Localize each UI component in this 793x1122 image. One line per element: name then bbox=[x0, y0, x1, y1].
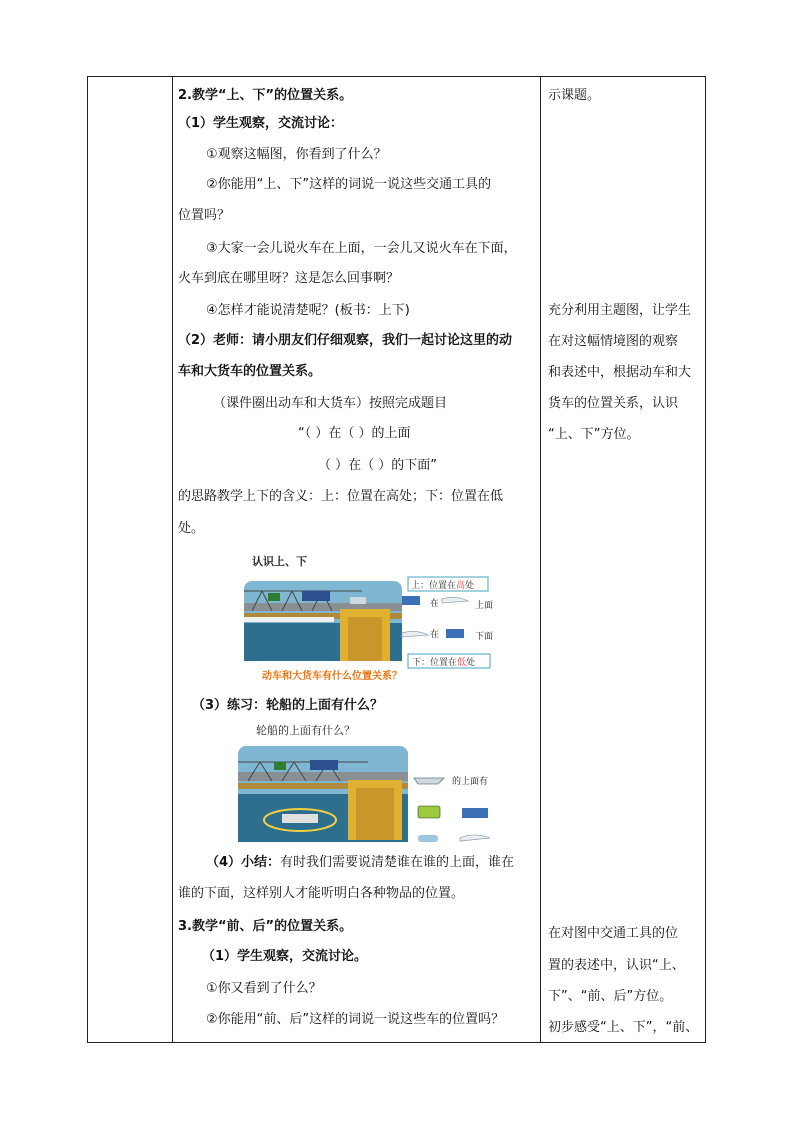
blank-sentence-1: “（ ）在（ ）的上面 bbox=[298, 426, 411, 441]
question-2-line-2: 位置吗？ bbox=[178, 208, 231, 223]
figure-1-question: 动车和大货车有什么位置关系？ bbox=[262, 671, 402, 682]
note-3-line-3: 下”、“前、后”方位。 bbox=[548, 989, 673, 1004]
column-divider-2 bbox=[540, 77, 541, 1042]
meaning-line-2: 处。 bbox=[178, 521, 205, 536]
svg-text:下：位置在低处: 下：位置在低处 bbox=[412, 658, 476, 668]
bus-icon bbox=[418, 806, 440, 818]
truck-icon-3 bbox=[462, 808, 488, 818]
question-3-line-2: 火车到底在哪里呀？这是怎么回事啊？ bbox=[178, 271, 400, 286]
train-icon-3 bbox=[460, 835, 490, 841]
section-2-3-heading: （3）练习：轮船的上面有什么？ bbox=[192, 698, 384, 713]
lesson-table bbox=[87, 76, 706, 1043]
truck-icon-small bbox=[402, 596, 420, 605]
note-2-line-3: 和表述中，根据动车和大 bbox=[548, 365, 692, 380]
section-3-question-1: ①你又看到了什么？ bbox=[206, 981, 322, 996]
figure-2-label: 的上面有 bbox=[452, 777, 489, 787]
note-3-line-2: 置的表述中，认识“上、 bbox=[548, 958, 685, 973]
svg-text:在: 在 bbox=[430, 630, 440, 640]
figure-2-title: 轮船的上面有什么？ bbox=[256, 724, 355, 737]
note-2-line-4: 货车的位置关系，认识 bbox=[548, 396, 679, 411]
svg-text:在: 在 bbox=[430, 599, 440, 609]
truck-icon-2 bbox=[446, 629, 464, 638]
note-3-line-4: 初步感受“上、下”，“前、 bbox=[548, 1020, 699, 1035]
note-1: 示课题。 bbox=[548, 88, 601, 103]
question-4: ④怎样才能说清楚呢？(板书：上下) bbox=[206, 303, 410, 318]
svg-text:上：位置在高处: 上：位置在高处 bbox=[411, 581, 475, 591]
section-3-question-2: ②你能用“前、后”这样的词说一说这些车的位置吗？ bbox=[206, 1012, 505, 1027]
note-2-line-5: “上、下”方位。 bbox=[548, 427, 640, 442]
meaning-line-1: 的思路教学上下的含义：上：位置在高处；下：位置在低 bbox=[178, 489, 504, 504]
section-2-title: 2.教学“上、下”的位置关系。 bbox=[178, 88, 353, 103]
section-2-2-line-2: 车和大货车的位置关系。 bbox=[178, 364, 322, 379]
figure-up-down bbox=[242, 553, 504, 683]
section-2-4-line-2: 谁的下面，这样别人才能听明白各种物品的位置。 bbox=[178, 886, 465, 901]
question-1: ①观察这幅图，你看到了什么？ bbox=[206, 147, 387, 162]
figure-ship bbox=[238, 722, 500, 847]
note-2-line-1: 充分利用主题图，让学生 bbox=[548, 303, 692, 318]
note-2-line-2: 在对这幅情境图的观察 bbox=[548, 334, 679, 349]
figure-1-title: 认识上、下 bbox=[252, 555, 307, 568]
section-2-4-line-1: （4）小结：有时我们需要说清楚谁在谁的上面，谁在 bbox=[206, 855, 515, 870]
courseware-instruction: （课件圈出动车和大货车）按照完成题目 bbox=[213, 396, 448, 411]
bridge-illustration-2 bbox=[238, 722, 500, 847]
note-3-line-1: 在对图中交通工具的位 bbox=[548, 926, 679, 941]
truck-icon bbox=[302, 591, 330, 601]
svg-text:下面: 下面 bbox=[475, 632, 494, 642]
section-3-title: 3.教学“前、后”的位置关系。 bbox=[178, 919, 353, 934]
section-2-1-heading: （1）学生观察，交流讨论： bbox=[178, 116, 344, 131]
car-icon bbox=[418, 835, 438, 842]
column-divider-1 bbox=[172, 77, 173, 1042]
section-3-1-heading: （1）学生观察，交流讨论。 bbox=[202, 949, 368, 964]
ship-small-icon bbox=[414, 778, 444, 784]
question-3-line-1: ③大家一会儿说火车在上面，一会儿又说火车在下面， bbox=[206, 241, 517, 256]
blank-sentence-2: （ ）在（ ）的下面” bbox=[318, 458, 437, 473]
train-icon bbox=[442, 597, 468, 603]
question-2-line-1: ②你能用“上、下”这样的词说一说这些交通工具的 bbox=[206, 177, 492, 192]
train-icon-2 bbox=[402, 631, 428, 637]
svg-text:上面: 上面 bbox=[475, 601, 494, 611]
ship-icon bbox=[282, 814, 318, 823]
bridge-illustration-1 bbox=[242, 553, 504, 683]
section-2-2-line-1: （2）老师：请小朋友们仔细观察，我们一起讨论这里的动 bbox=[178, 333, 513, 348]
